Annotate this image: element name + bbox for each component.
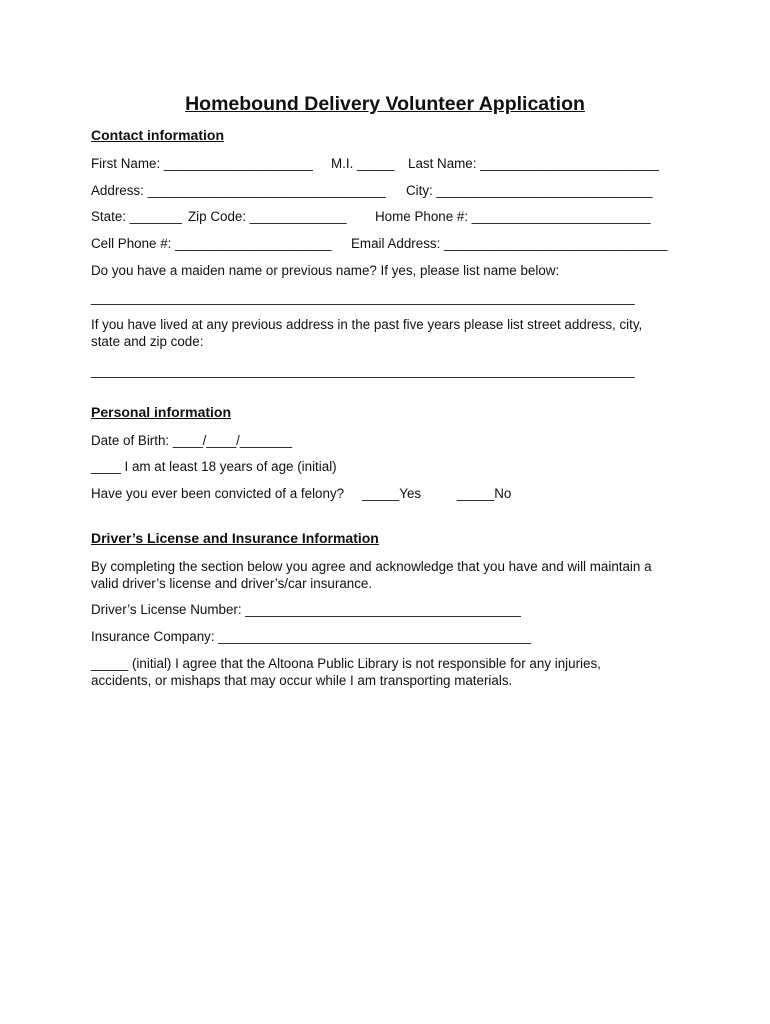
previous-address-question: If you have lived at any previous address in the past five years please list street address, city, [91,317,643,332]
middle-initial-field[interactable]: M.I. _____ [331,156,395,171]
liability-agreement-cont: accidents, or mishaps that may occur while I am transporting materials. [91,673,513,688]
home-phone-field[interactable]: Home Phone #: ________________________ [375,209,651,224]
maiden-name-field[interactable]: _________________________________________________________________________ [91,290,635,305]
license-number-field[interactable]: Driver’s License Number: _____________________________________ [91,602,521,617]
personal-heading: Personal information [91,404,232,420]
page-title: Homebound Delivery Volunteer Application [185,93,585,115]
city-field[interactable]: City: _____________________________ [406,183,653,198]
age-confirmation-field[interactable]: ____ I am at least 18 years of age (initial) [91,459,337,474]
zip-code-field[interactable]: Zip Code: _____________ [188,209,347,224]
license-intro: By completing the section below you agree and acknowledge that you have and will maintain a [91,559,652,574]
insurance-company-field[interactable]: Insurance Company: __________________________________________ [91,629,532,644]
cell-phone-field[interactable]: Cell Phone #: _____________________ [91,236,332,251]
license-intro-cont: valid driver’s license and driver’s/car insurance. [91,576,373,591]
first-name-field[interactable]: First Name: ____________________ [91,156,313,171]
last-name-field[interactable]: Last Name: ________________________ [408,156,659,171]
previous-address-field[interactable]: _________________________________________________________________________ [91,363,635,378]
address-field[interactable]: Address: ________________________________ [91,183,386,198]
liability-agreement-field[interactable]: _____ (initial) I agree that the Altoona Public Library is not responsible for any injuries, [91,656,601,671]
email-field[interactable]: Email Address: ______________________________ [351,236,668,251]
previous-address-question-cont: state and zip code: [91,334,204,349]
date-of-birth-field[interactable]: Date of Birth: ____/____/_______ [91,433,293,448]
license-heading: Driver’s License and Insurance Information [91,530,379,546]
felony-no-field[interactable]: _____No [457,486,512,501]
felony-question: Have you ever been convicted of a felony? [91,486,345,501]
maiden-name-question: Do you have a maiden name or previous name? If yes, please list name below: [91,263,560,278]
felony-yes-field[interactable]: _____Yes [362,486,422,501]
contact-heading: Contact information [91,127,224,143]
state-field[interactable]: State: _______ [91,209,182,224]
